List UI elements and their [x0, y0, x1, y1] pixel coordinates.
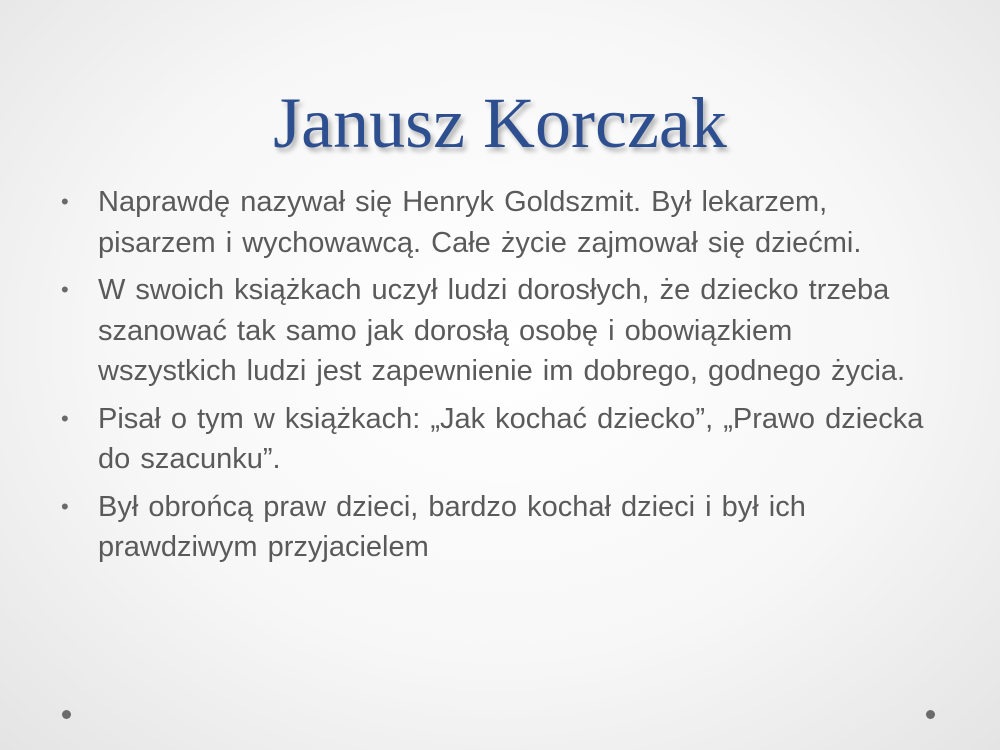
slide-title: Janusz Korczak	[273, 83, 727, 163]
bullet-list	[58, 182, 938, 575]
bullet-text: W swoich książkach uczył ludzi dorosłych, że dziecko trzeba szanować tak samo jak dorosłą osobę i obowiązkiem wszystkich ludzi jest zapewnienie im dobrego, godnego życia.	[98, 274, 906, 387]
corner-dot-left-icon	[62, 710, 71, 719]
bullet-item	[58, 270, 938, 392]
corner-dot-right-icon	[926, 710, 935, 719]
bullet-dot-icon: •	[61, 189, 69, 214]
bullet-dot-icon: •	[61, 405, 69, 431]
bullet-item	[58, 487, 938, 568]
bullet-text: Był obrońcą praw dzieci, bardzo kochał dzieci i był ich prawdziwym przyjacielem	[98, 490, 806, 563]
bullet-dot-icon: •	[61, 277, 69, 302]
bullet-text: Naprawdę nazywał się Henryk Goldszmit. Był lekarzem, pisarzem i wychowawcą. Całe życie zajmował się dziećmi.	[98, 186, 862, 259]
bullet-text: Pisał o tym w książkach: „Jak kochać dziecko”, „Prawo dziecka do szacunku”.	[98, 402, 924, 475]
bullet-item	[58, 182, 938, 263]
bullet-item	[58, 399, 938, 480]
bullet-dot-icon: •	[61, 493, 69, 519]
